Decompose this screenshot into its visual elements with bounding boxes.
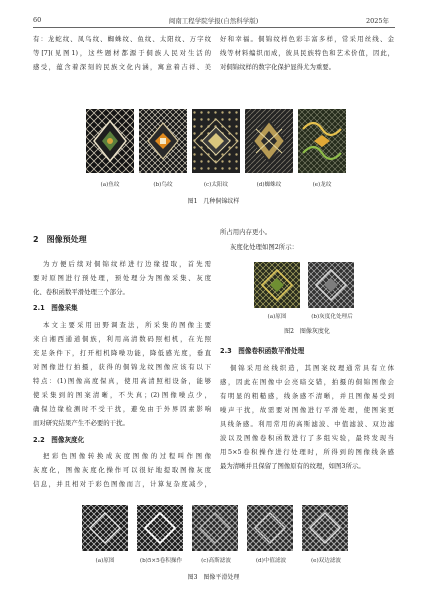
page-number: 60 [33, 16, 42, 24]
fish-pattern-image [86, 109, 134, 173]
col2-continuation: 所占用内存更小。 [220, 228, 272, 236]
s21-line: 使采集到的图案清晰，不失真；(2)图像噪点少， [33, 391, 211, 399]
s23-line: 波以及图像卷积函数进行了多组实验，最终发现当 [220, 434, 394, 442]
grayscale-note: 灰度化处理如图2所示： [230, 243, 298, 251]
s22-line: 灰度化，图像灰度化操作可以很好地提取图像灰度 [33, 466, 211, 474]
figure-1-title: 图1 几种侗锦纹样 [187, 198, 240, 205]
col1-top-line: 感受，蕴含着深刻的民族文化内涵，寓意着吉祥、美 [33, 63, 211, 71]
s23-line: 有明显的粗糙感，线条感不清晰，并且图像易受到 [220, 392, 394, 400]
conv-5x5-image [137, 505, 183, 551]
bird-pattern-image [139, 109, 187, 173]
figure-1-images [86, 109, 346, 173]
fig3-caption-a: (a)原图 [95, 558, 115, 564]
fig3-caption-c: (c)高斯滤波 [201, 558, 231, 564]
bilateral-filter-image [302, 505, 348, 551]
s21-line: 充足条件下，打开相机降噪功能，降低感光度，垂直 [33, 349, 211, 357]
s23-line: 感，因此在图像中会亮暗交错，拍摄的侗锦图像会 [220, 378, 394, 386]
s21-line: 确保边缘检测时不受干扰，避免由于外界因素影响 [33, 405, 211, 413]
s23-line: 具线条感。利用常用的高斯滤波、中值滤波、双边滤 [220, 420, 394, 428]
s21-line: 来自湘西通道侗族，利用高清数码照相机，在光照 [33, 335, 211, 343]
fig2-caption-a: (a)原图 [267, 314, 287, 320]
fig3-caption-d: (d)中值滤波 [255, 558, 287, 564]
fig2-caption-b: (b)灰度化处理后 [311, 314, 353, 320]
s23-line: 最为清晰并且保留了图像原有的纹理，如图3所示。 [220, 462, 365, 470]
s21-line: 对图像进行拍摄，获得的侗锦龙纹图像应该有以下 [33, 363, 211, 371]
figure-3-title: 图3 图像平滑处理 [187, 574, 240, 581]
col2-top-line: 好和幸福。侗锦纹样色彩丰富多样，常采用丝线、金 [220, 35, 394, 43]
section-2-heading: 2 图像预处理 [33, 235, 87, 244]
header-year: 2025年 [366, 17, 390, 25]
fig3-caption-e: (e)双边滤波 [310, 558, 342, 564]
median-filter-image [247, 505, 293, 551]
dragon-pattern-image [298, 109, 346, 173]
spider-pattern-image [245, 109, 293, 173]
intro-line: 为方便后续对侗锦纹样进行边缘提取，首先需 [43, 260, 211, 268]
col2-top-line: 线等材料编织而成，彼具民族特色和艺术价值，因此， [220, 49, 394, 57]
journal-name: 闽南工程学院学报(自然科学版) [168, 17, 259, 25]
header-rule [33, 27, 395, 28]
section-2-3-heading: 2.3 图像卷积函数平滑处理 [220, 347, 305, 355]
col1-top-line: 等[7](见图1)，这些题材都源于侗族人民对生活的 [33, 49, 211, 57]
figure-2 [254, 262, 354, 308]
fig3-caption-b: (b)5×5卷积操作 [139, 558, 183, 564]
s21-line: 而对研究结果产生不必要的干扰。 [33, 419, 129, 427]
fig1-caption-c: (c)太阳纹 [203, 182, 229, 188]
figure-3 [82, 505, 348, 551]
fig1-caption-a: (a)鱼纹 [100, 182, 120, 188]
figure-3-images [82, 505, 348, 551]
smoothing-original-image [82, 505, 128, 551]
s22-line: 把彩色图像转换成灰度图像的过程叫作图像 [43, 452, 211, 460]
figure-2-title: 图2 图像灰度化 [284, 328, 330, 335]
sun-pattern-image [192, 109, 240, 173]
fig1-caption-e: (e)龙纹 [312, 182, 332, 188]
s23-line: 噪声干扰，故需要对图像进行平滑处理，使图案更 [220, 406, 394, 414]
figure-1 [86, 109, 346, 173]
section-2-2-heading: 2.2 图像灰度化 [33, 436, 85, 444]
s21-line: 特点：(1)图像高度保真，使用高清照相设备，能够 [33, 377, 211, 385]
intro-line: 化、卷积函数平滑处理三个部分。 [33, 288, 129, 296]
s22-line: 信息，并且相对于彩色图像而言，计算复杂度减少， [33, 480, 211, 488]
s23-line: 用5×5卷积操作进行处理时，所得到的图像线条感 [220, 448, 394, 456]
original-color-image [254, 262, 300, 308]
col1-top-line: 有：龙蛇纹、凤鸟纹、蜘蛛纹、鱼纹、太阳纹、万字纹 [33, 35, 211, 43]
figure-2-images [254, 262, 354, 308]
intro-line: 要对原图进行预处理，预处理分为图像采集、灰度 [33, 274, 211, 282]
s23-line: 侗锦采用丝线织造，其图案纹理通常具有立体 [230, 364, 394, 372]
section-2-1-heading: 2.1 图像采集 [33, 304, 78, 312]
fig1-caption-d: (d)蜘蛛纹 [256, 182, 282, 188]
col2-top-line: 对侗锦纹样的数字化保护显得尤为重要。 [220, 63, 336, 71]
gaussian-filter-image [192, 505, 238, 551]
s21-line: 本文主要采用田野调查法，所采集的图像主要 [43, 321, 211, 329]
fig1-caption-b: (b)鸟纹 [153, 182, 173, 188]
grayscale-image [308, 262, 354, 308]
